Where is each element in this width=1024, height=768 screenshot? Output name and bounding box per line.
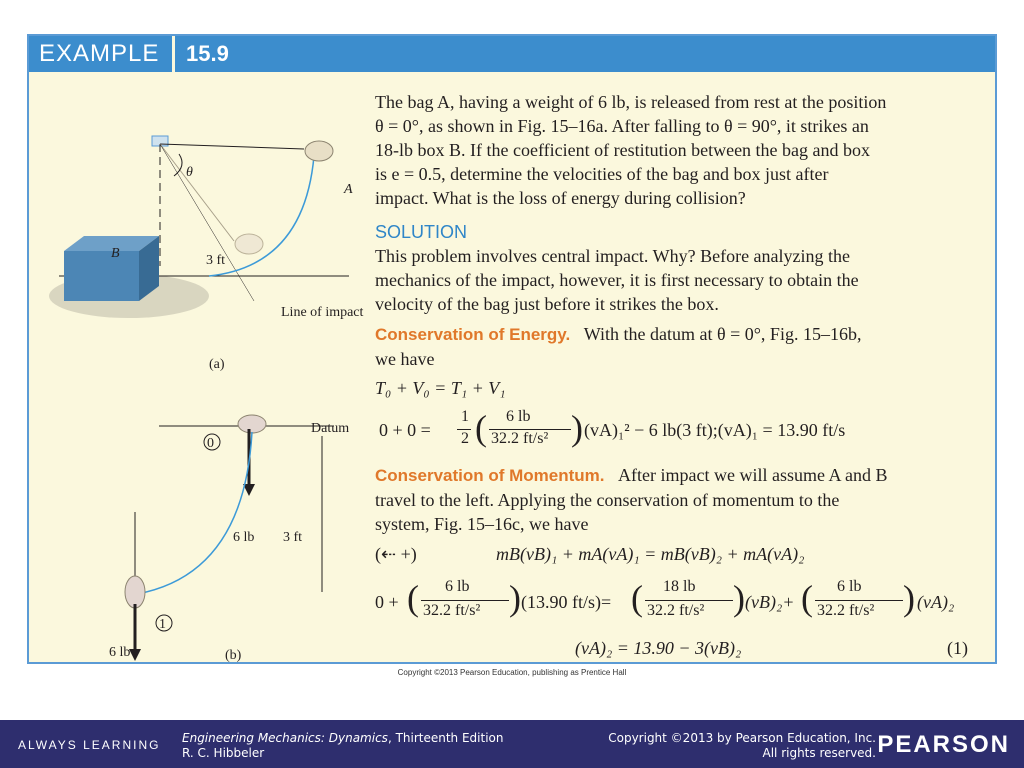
eq2-paren-left: (: [475, 408, 487, 448]
momentum-text-2: travel to the left. Applying the conservation of momentum to the: [375, 490, 840, 510]
eq2-paren-right: ): [571, 408, 583, 448]
equation-number: (1): [947, 638, 968, 658]
eq2-half-num: 1: [461, 408, 469, 425]
weight-0-label: 6 lb: [233, 530, 255, 545]
problem-line: impact. What is the loss of energy during collision?: [375, 188, 746, 208]
height-label: 3 ft: [283, 530, 303, 545]
copyright-line: Copyright ©2013 by Pearson Education, Inc.: [608, 731, 876, 745]
book-edition: , Thirteenth Edition: [387, 731, 504, 745]
example-panel: [27, 34, 997, 664]
m-eq-zero: 0 +: [375, 592, 399, 612]
m-paren: (: [407, 578, 419, 618]
solution-heading: SOLUTION: [375, 222, 468, 242]
momentum-equation-3: (vA)₂ = 13.90 − 3(vB)₂: [575, 638, 742, 658]
intro-line: mechanics of the impact, however, it is first necessary to obtain the: [375, 270, 859, 290]
momentum-equation-1: mB(vB)₁ + mA(vA)₁ = mB(vB)₂ + mA(vA)₂: [496, 544, 805, 564]
problem-line: is e = 0.5, determine the velocities of the bag and box just after: [375, 164, 829, 184]
header-separator: [172, 36, 175, 72]
solution-intro: [375, 244, 973, 316]
m-eq-vb: (vB)₂+: [745, 592, 795, 612]
m-f2-den: 32.2 ft/s²: [647, 602, 705, 619]
momentum-section: [375, 463, 973, 536]
m-f1-num: 6 lb: [445, 578, 470, 595]
eq2-half-den: 2: [461, 430, 469, 447]
m-f1-den: 32.2 ft/s²: [423, 602, 481, 619]
energy-equation-1: T₀ + V₀ = T₁ + V₁: [375, 378, 506, 398]
m-f1-bar: [421, 600, 509, 601]
theta-label: θ: [186, 165, 193, 180]
figure-b: [89, 404, 379, 666]
rights-line: All rights reserved.: [762, 746, 876, 760]
m-paren: ): [733, 578, 745, 618]
always-learning: ALWAYS LEARNING: [18, 738, 161, 752]
problem-line: The bag A, having a weight of 6 lb, is released from rest at the position: [375, 92, 887, 112]
publisher-copyright: Copyright ©2013 Pearson Education, publishing as Prentice Hall: [397, 668, 627, 677]
path-b: [137, 432, 255, 594]
m-paren: (: [801, 578, 813, 618]
eq2-frac-num: 6 lb: [506, 408, 531, 425]
momentum-text: After impact we will assume A and B: [618, 465, 888, 485]
footer-bar: [0, 720, 1024, 768]
momentum-equation-2: [375, 576, 975, 626]
figure-a: [49, 116, 369, 372]
bag-falling: [235, 234, 263, 254]
bag-a: [305, 141, 333, 161]
momentum-direction: (⇠ +): [375, 544, 417, 564]
marker-0-label: 0: [207, 436, 214, 451]
datum-label: Datum: [311, 421, 350, 436]
book-info: [182, 731, 504, 761]
pearson-logo: PEARSON: [877, 731, 1010, 758]
line-of-impact-label: Line of impact: [281, 305, 364, 320]
problem-line: θ = 0°, as shown in Fig. 15–16a. After falling to θ = 90°, it strikes an: [375, 116, 869, 136]
bag-label-A: A: [344, 182, 353, 197]
caption-a: (a): [209, 357, 225, 372]
m-paren: ): [903, 578, 915, 618]
problem-line: 18-lb box B. If the coefficient of restitution between the bag and box: [375, 140, 871, 160]
eq2-right: (vA)₁² − 6 lb(3 ft);(vA)₁ = 13.90 ft/s: [584, 420, 846, 440]
box-front: [64, 251, 139, 301]
weight-arrowhead-1: [129, 649, 141, 661]
m-eq-va: (vA)₂: [917, 592, 955, 612]
momentum-text-3: system, Fig. 15–16c, we have: [375, 514, 589, 534]
problem-statement: [375, 90, 973, 210]
m-f3-bar: [815, 600, 903, 601]
eq2-left: 0 + 0 =: [379, 420, 431, 440]
marker-1-label: 1: [159, 617, 166, 632]
example-label: EXAMPLE: [39, 40, 160, 67]
weight-1-label: 6 lb: [109, 645, 131, 660]
m-f3-num: 6 lb: [837, 578, 862, 595]
energy-text: With the datum at θ = 0°, Fig. 15–16b,: [583, 324, 862, 344]
energy-text-2: we have: [375, 349, 435, 369]
book-author: R. C. Hibbeler: [182, 746, 265, 760]
example-header: [29, 36, 995, 72]
intro-line: velocity of the bag just before it strikes the box.: [375, 294, 719, 314]
footer-copyright: [608, 731, 876, 761]
caption-b: (b): [225, 648, 242, 663]
m-eq-mid: (13.90 ft/s)=: [521, 592, 612, 612]
length-label: 3 ft: [206, 253, 226, 268]
cord-faded: [160, 144, 234, 241]
m-f2-bar: [645, 600, 733, 601]
bag-position-0: [238, 415, 266, 433]
cord-a: [160, 144, 304, 149]
bag-position-1: [125, 576, 145, 608]
m-f3-den: 32.2 ft/s²: [817, 602, 875, 619]
theta-arc: [174, 154, 182, 176]
dimension-line: [160, 144, 254, 301]
intro-line: This problem involves central impact. Why? Before analyzing the: [375, 246, 851, 266]
m-paren: (: [631, 578, 643, 618]
energy-section: [375, 322, 973, 371]
book-title: Engineering Mechanics: Dynamics: [182, 731, 388, 745]
energy-heading: Conservation of Energy.: [375, 325, 571, 344]
m-f2-num: 18 lb: [663, 578, 696, 595]
m-paren: ): [509, 578, 521, 618]
eq2-frac-den: 32.2 ft/s²: [491, 430, 549, 447]
box-label-B: B: [111, 246, 120, 261]
momentum-heading: Conservation of Momentum.: [375, 466, 605, 485]
example-number: 15.9: [186, 41, 229, 66]
